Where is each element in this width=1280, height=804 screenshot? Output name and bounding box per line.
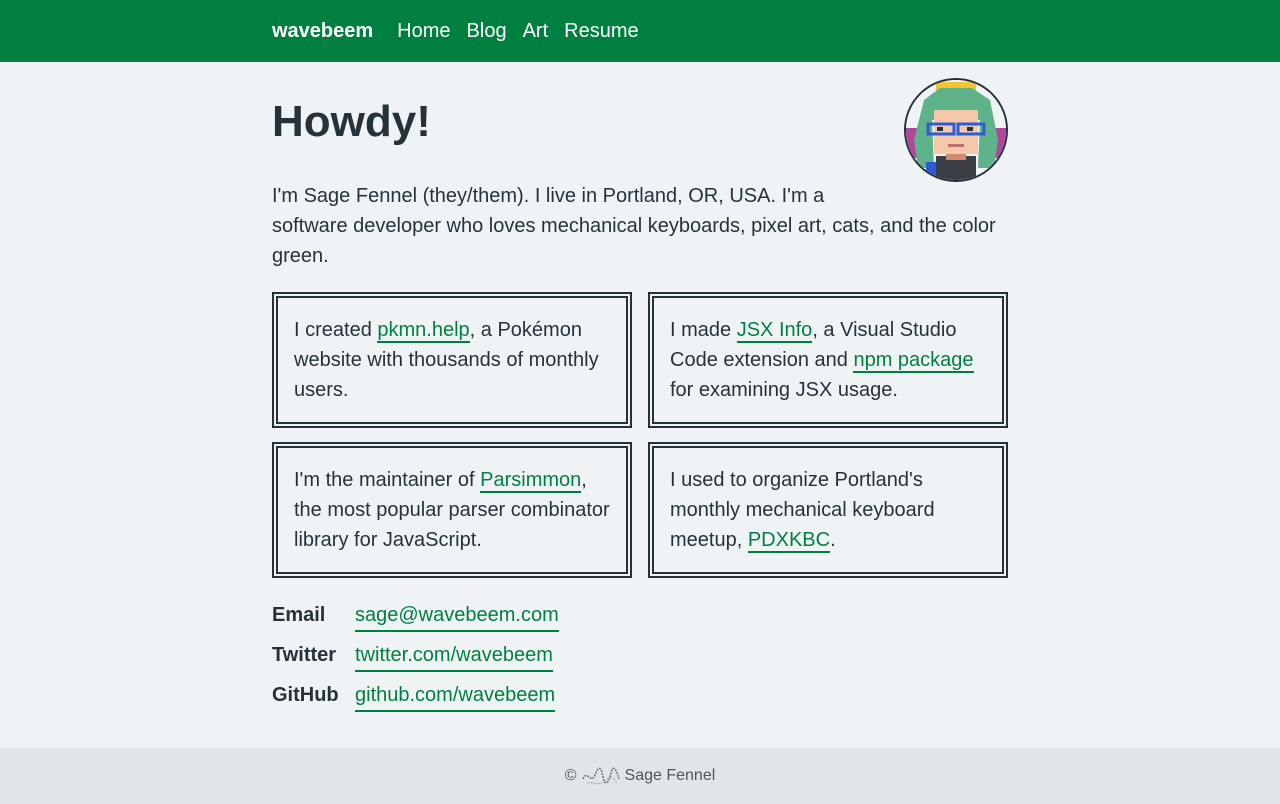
- nav-link-home[interactable]: Home: [397, 19, 451, 42]
- avatar: [904, 78, 1008, 182]
- card-pkmn-help: [272, 292, 632, 428]
- pkmn-help-link[interactable]: pkmn.help: [377, 318, 470, 341]
- card-pdxkbc: [648, 442, 1008, 578]
- signature-icon: [581, 763, 621, 789]
- nav-link-blog[interactable]: Blog: [466, 19, 507, 42]
- card-text: , the most popular parser combinator library for JavaScript.: [294, 468, 610, 551]
- email-link[interactable]: sage@wavebeem.com: [355, 600, 559, 632]
- card-text: I used to organize Portland's monthly mechanical keyboard meetup,: [670, 468, 935, 551]
- card-text: I created: [294, 318, 378, 341]
- avatar-pixel-art-icon: [906, 80, 1006, 180]
- brand-link[interactable]: wavebeem: [272, 19, 374, 42]
- page-title: Howdy!: [272, 97, 431, 146]
- card-text: I'm the maintainer of: [294, 468, 481, 491]
- jsx-info-link[interactable]: JSX Info: [736, 318, 813, 341]
- parsimmon-link[interactable]: Parsimmon: [480, 468, 582, 491]
- intro-line-2: software developer who loves mechanical keyboards, pixel art, cats, and the color green.: [272, 214, 996, 267]
- github-label: GitHub: [272, 683, 339, 706]
- page-footer: [0, 748, 1280, 804]
- twitter-label: Twitter: [272, 643, 337, 666]
- twitter-link[interactable]: twitter.com/wavebeem: [355, 640, 553, 672]
- copyright-symbol: ©: [564, 767, 577, 784]
- project-cards: [272, 292, 1008, 578]
- card-text: , a Visual Studio Code extension and: [670, 318, 957, 371]
- card-text: , a Pokémon website with thousands of monthly users.: [294, 318, 599, 401]
- top-nav-bar: [0, 0, 1280, 62]
- card-jsx-info: [648, 292, 1008, 428]
- intro-line-1: I'm Sage Fennel (they/them). I live in Portland, OR, USA. I'm a: [272, 184, 825, 207]
- main-content: [272, 62, 1008, 712]
- pdxkbc-link[interactable]: PDXKBC: [747, 528, 831, 551]
- top-nav-inner: [272, 0, 1008, 62]
- card-text: for examining JSX usage.: [670, 378, 898, 401]
- card-text: I made: [670, 318, 737, 341]
- nav-link-art[interactable]: Art: [522, 19, 549, 42]
- card-parsimmon: [272, 442, 632, 578]
- contact-list: [272, 600, 1008, 712]
- footer-name: Sage Fennel: [624, 767, 716, 784]
- npm-package-link[interactable]: npm package: [853, 348, 974, 371]
- intro-paragraph: [272, 181, 1008, 271]
- email-label: Email: [272, 603, 326, 626]
- card-text: .: [830, 528, 836, 551]
- github-link[interactable]: github.com/wavebeem: [355, 680, 555, 712]
- nav-link-resume[interactable]: Resume: [564, 19, 639, 42]
